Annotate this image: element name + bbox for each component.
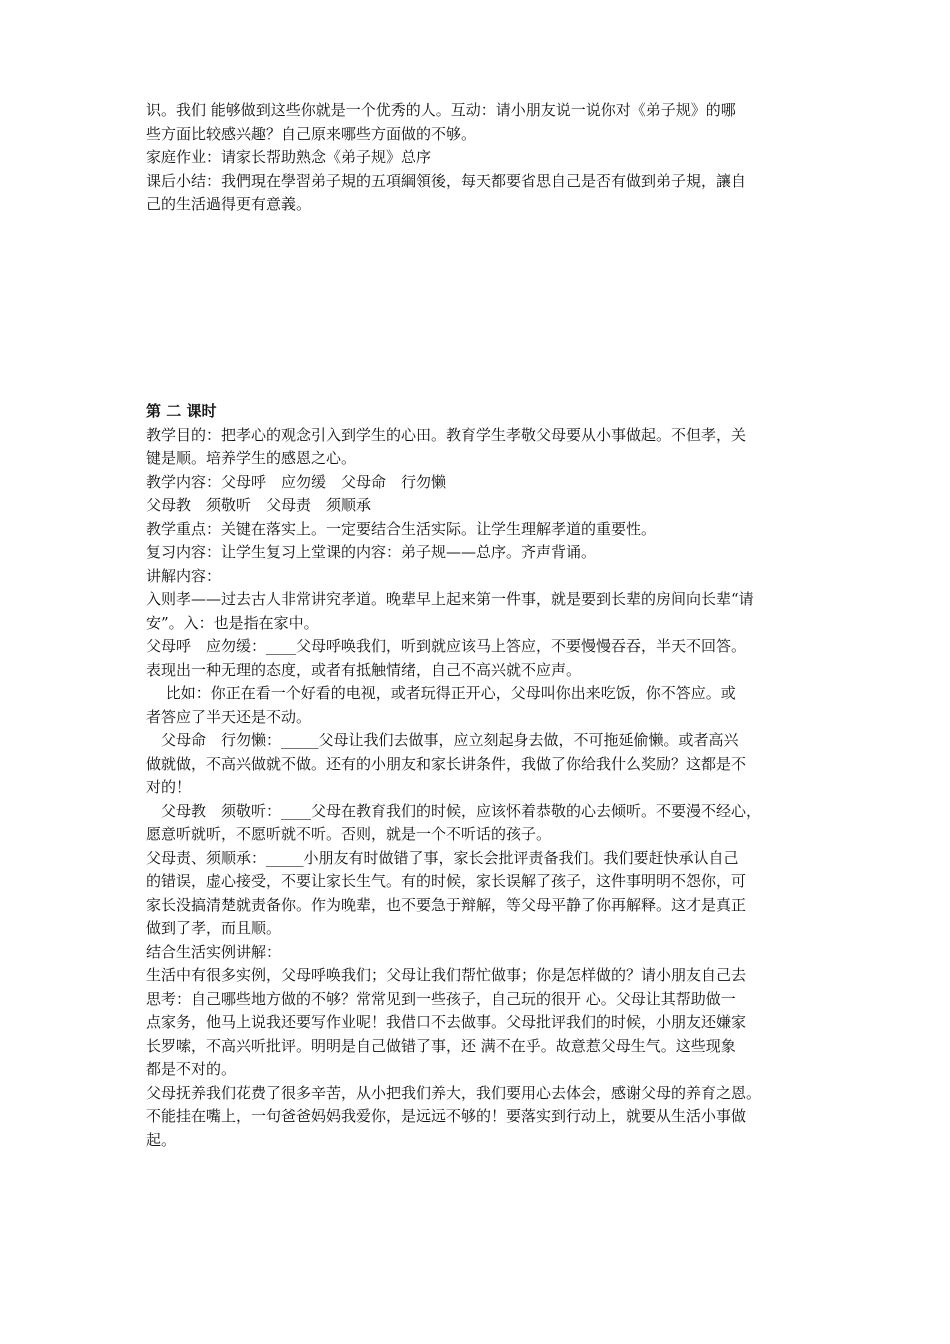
paragraph-line: 教学重点：关键在落实上。一定要结合生活实际。让学生理解孝道的重要性。 bbox=[146, 519, 657, 538]
summary-line: 己的生活過得更有意義。 bbox=[146, 195, 312, 213]
paragraph-line: 安”。入：也是指在家中。 bbox=[146, 613, 319, 632]
paragraph-line: 讲解内容： bbox=[146, 566, 222, 585]
paragraph-line: 父母教 须敬听 父母责 须顺承 bbox=[146, 496, 372, 514]
paragraph-line: 长罗嗦，不高兴听批评。明明是自己做错了事，还 满不在乎。故意惹父母生气。这些现象 bbox=[146, 1036, 736, 1055]
intro-line: 些方面比较感兴趣？自己原来哪些方面做的不够。 bbox=[146, 124, 477, 143]
paragraph-line: 比如：你正在看一个好看的电视，或者玩得正开心，父母叫你出来吃饭，你不答应。或 bbox=[146, 684, 736, 702]
paragraph-line: 父母命 行勿懒：_____父母让我们去做事，应立刻起身去做，不可拖延偷懒。或者高兴 bbox=[146, 731, 739, 749]
lesson-two-section bbox=[146, 400, 814, 1152]
paragraph-line: 起。 bbox=[146, 1130, 177, 1149]
paragraph-line: 父母责、须顺承：_____小朋友有时做错了事，家长会批评责备我们。我们要赶快承认自己 bbox=[146, 848, 739, 867]
summary-line: 课后小结：我們現在學習弟子規的五項綱領後，每天都要省思自己是否有做到弟子規，讓自 bbox=[146, 171, 747, 190]
paragraph-line: 父母抚养我们花费了很多辛苦，从小把我们养大，我们要用心去体会，感谢父母的养育之恩。 bbox=[146, 1083, 762, 1102]
paragraph-line: 键是顺。培养学生的感恩之心。 bbox=[146, 449, 357, 467]
paragraph-line: 父母教 须敬听：____父母在教育我们的时候，应该怀着恭敬的心去倾听。不要漫不经心， bbox=[146, 801, 762, 820]
paragraph-line: 复习内容：让学生复习上堂课的内容：弟子规——总序。齐声背诵。 bbox=[146, 543, 597, 561]
paragraph-line: 不能挂在嘴上，一句爸爸妈妈我爱你，是远远不够的！要落实到行动上，就要从生活小事做 bbox=[146, 1107, 747, 1125]
intro-section bbox=[146, 99, 814, 217]
paragraph-line: 生活中有很多实例，父母呼唤我们；父母让我们帮忙做事；你是怎样做的？请小朋友自己去 bbox=[146, 966, 747, 984]
paragraph-line: 做就做，不高兴做就不做。还有的小朋友和家长讲条件，我做了你给我什么奖励？这都是不 bbox=[146, 754, 747, 773]
paragraph-line: 表现出一种无理的态度，或者有抵触情绪，自己不高兴就不应声。 bbox=[146, 660, 582, 679]
paragraph-line: 结合生活实例讲解： bbox=[146, 942, 282, 961]
intro-line: 识。我们 能够做到这些你就是一个优秀的人。互动：请小朋友说一说你对《弟子规》的哪 bbox=[146, 101, 736, 119]
paragraph-line: 家长没搞清楚就责备你。作为晚辈，也不要急于辩解，等父母平静了你再解释。这才是真正 bbox=[146, 895, 747, 914]
paragraph-line: 思考：自己哪些地方做的不够？常常见到一些孩子，自己玩的很开 心。父母让其帮助做一 bbox=[146, 989, 736, 1008]
lesson-heading: 第 二 课时 bbox=[146, 402, 217, 420]
paragraph-line: 教学目的：把孝心的观念引入到学生的心田。教育学生孝敬父母要从小事做起。不但孝，关 bbox=[146, 425, 747, 444]
paragraph-line: 做到了孝，而且顺。 bbox=[146, 919, 282, 937]
paragraph-line: 愿意听就听，不愿听就不听。否则，就是一个不听话的孩子。 bbox=[146, 825, 552, 843]
paragraph-line: 入则孝——过去古人非常讲究孝道。晚辈早上起来第一件事，就是要到长辈的房间向长辈“请 bbox=[146, 590, 754, 608]
paragraph-line: 点家务，他马上说我还要写作业呢！我借口不去做事。父母批评我们的时候，小朋友还嫌家 bbox=[146, 1013, 747, 1031]
paragraph-line: 者答应了半天还是不动。 bbox=[146, 707, 312, 726]
paragraph-line: 父母呼 应勿缓：____父母呼唤我们，听到就应该马上答应，不要慢慢吞吞，半天不回答。 bbox=[146, 637, 747, 655]
paragraph-line: 的错误，虚心接受，不要让家长生气。有的时候，家长误解了孩子，这件事明明不怨你，可 bbox=[146, 872, 747, 890]
paragraph-line: 教学内容：父母呼 应勿缓 父母命 行勿懒 bbox=[146, 472, 447, 491]
paragraph-line: 都是不对的。 bbox=[146, 1060, 237, 1078]
paragraph-line: 对的！ bbox=[146, 778, 192, 796]
homework-line: 家庭作业：请家长帮助熟念《弟子规》总序 bbox=[146, 148, 432, 166]
